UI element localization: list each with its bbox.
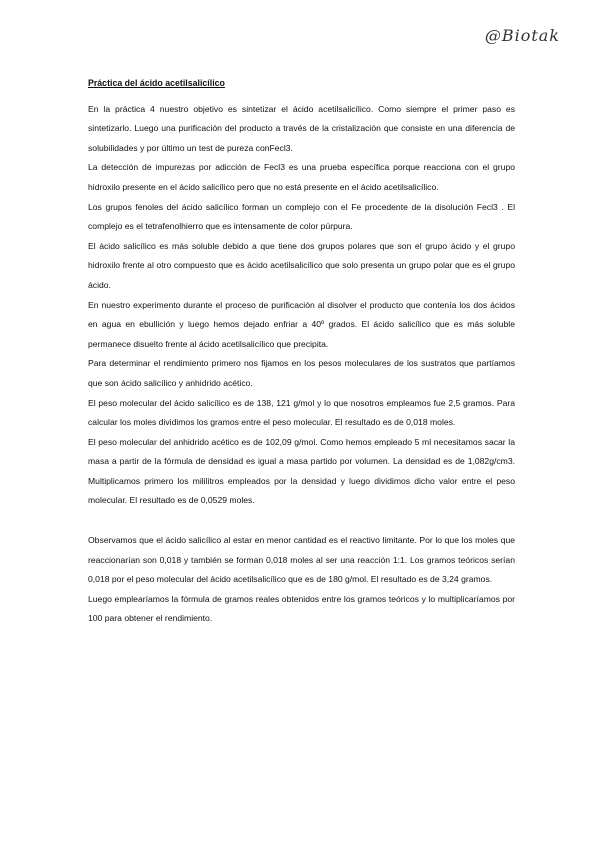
paragraph-anhydride-moles: El peso molecular del anhidrido acético es de 102,09 g/mol. Como hemos empleado 5 ml necesitamos sacar la masa a partir de la fórmula de densidad es igual a masa partido por volumen. La densidad es de 1,082g/cm3. Multiplicamos primero los mililitros empleados por la densidad y luego dividimos dicho valor entre el peso molecular. El resultado es de 0,0529 moles. xyxy=(88,436,515,506)
paragraph-salicylic-moles: El peso molecular del ácido salicílico es de 138, 121 g/mol y lo que nosotros empleamos fue 2,5 gramos. Para calcular los moles dividimos los gramos entre el peso molecular. El resultado es de 0,018 moles. xyxy=(88,397,515,428)
paragraph-spacer xyxy=(88,511,515,531)
paragraph-yield-formula: Luego emplearíamos la fórmula de gramos reales obtenidos entre los gramos teóricos y lo multiplicaríamos por 100 para obtener el rendimiento. xyxy=(88,593,515,624)
paragraph-purification: En nuestro experimento durante el proceso de purificación al disolver el producto que contenía los dos ácidos en agua en ebullición y luego hemos dejado enfriar a 40º grados. El ácido salicílico que es más soluble permanece disuelto frente al ácido acetilsalicílico que precipita. xyxy=(88,299,515,349)
paragraph-phenol-complex: Los grupos fenoles del ácido salicílico forman un complejo con el Fe procedente de la disolución Fecl3 . El complejo es el tetrafenolhierro que es intensamente de color púrpura. xyxy=(88,201,515,232)
paragraph-yield-intro: Para determinar el rendimiento primero nos fijamos en los pesos moleculares de los sustratos que partíamos que son ácido salicílico y anhidrido acético. xyxy=(88,358,515,388)
paragraph-impurity-detection: La detección de impurezas por adicción de Fecl3 es una prueba específica porque reacciona con el grupo hidroxilo presente en el ácido salicílico pero que no está presente en el ácido acetilsalicílico. xyxy=(88,162,515,192)
paragraph-limiting-reagent: Observamos que el ácido salicílico al estar en menor cantidad es el reactivo limitante. Por lo que los moles que reaccionarían son 0,018 y también se forman 0,018 moles al ser una reacción 1:1. Los gramos teóricos serían 0,018 por el peso molecular del ácido acetilsalicílico que es de 180 g/mol. El resultado es de 3,24 gramos. xyxy=(88,535,515,585)
document-title: Práctica del ácido acetilsalicílico xyxy=(88,78,225,88)
paragraph-solubility: El ácido salicílico es más soluble debido a que tiene dos grupos polares que son el grupo ácido y el grupo hidroxilo frente al otro compuesto que es ácido acetilsalicílico que solo presenta un grupo polar que es el grupo ácido. xyxy=(88,240,515,290)
watermark-signature: @Biotak xyxy=(484,26,560,45)
document-body xyxy=(88,74,515,629)
paragraph-objective: En la práctica 4 nuestro objetivo es sintetizar el ácido acetilsalicílico. Como siempre el primer paso es sintetizarlo. Luego una purificación del producto a través de la cristalización que consiste en una diferencia de solubilidades y por último un test de pureza conFecl3. xyxy=(88,103,515,153)
